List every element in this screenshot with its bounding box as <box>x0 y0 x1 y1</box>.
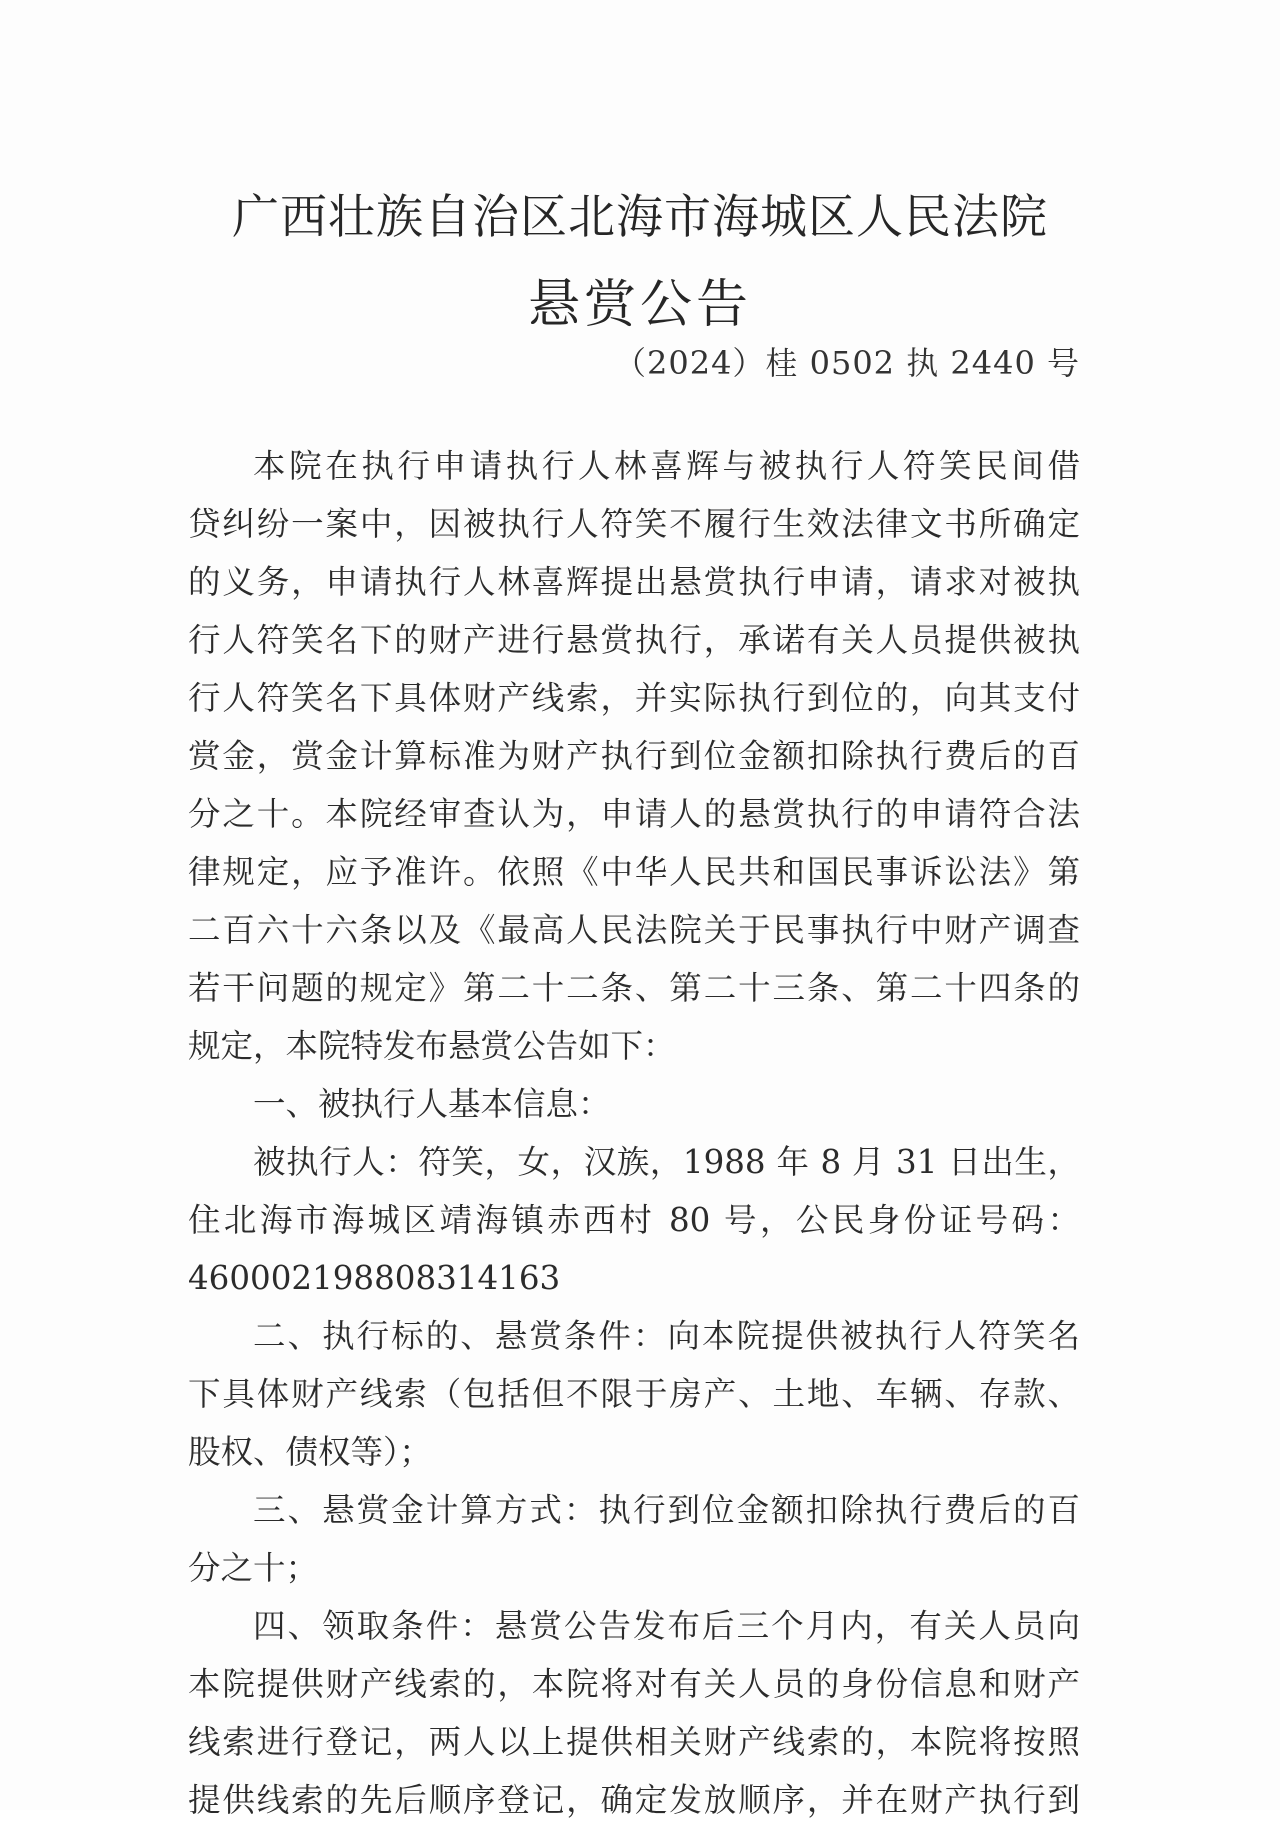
body-line: 一、被执行人基本信息： <box>253 1085 611 1123</box>
body-line: 分之十； <box>188 1549 319 1587</box>
body-line: 若干问题的规定》第二十二条、第二十三条、第二十四条的 <box>188 969 1080 1007</box>
body-line: 二、执行标的、悬赏条件：向本院提供被执行人符笑名 <box>253 1317 1080 1355</box>
body-line: 线索进行登记，两人以上提供相关财产线索的，本院将按照 <box>188 1723 1080 1761</box>
body-line: 股权、债权等）； <box>188 1433 432 1471</box>
body-line: 行人符笑名下的财产进行悬赏执行，承诺有关人员提供被执 <box>188 621 1080 659</box>
court-name-title: 广西壮族自治区北海市海城区人民法院 <box>232 190 1048 245</box>
body-line: 行人符笑名下具体财产线索，并实际执行到位的，向其支付 <box>188 679 1080 717</box>
body-line: 本院在执行申请执行人林喜辉与被执行人符笑民间借 <box>253 447 1080 485</box>
body-line: 分之十。本院经审查认为，申请人的悬赏执行的申请符合法 <box>188 795 1080 833</box>
body-line: 下具体财产线索（包括但不限于房产、土地、车辆、存款、 <box>188 1375 1080 1413</box>
body-line: 二百六十六条以及《最高人民法院关于民事执行中财产调查 <box>188 911 1080 949</box>
body-line: 的义务，申请执行人林喜辉提出悬赏执行申请，请求对被执 <box>188 563 1080 601</box>
body-line: 本院提供财产线索的，本院将对有关人员的身份信息和财产 <box>188 1665 1080 1703</box>
body-line: 四、领取条件：悬赏公告发布后三个月内，有关人员向 <box>253 1607 1080 1645</box>
notice-title: 悬赏公告 <box>527 275 752 335</box>
body-line: 赏金，赏金计算标准为财产执行到位金额扣除执行费后的百 <box>188 737 1080 775</box>
body-line: 贷纠纷一案中，因被执行人符笑不履行生效法律文书所确定 <box>188 505 1080 543</box>
body-line: 规定，本院特发布悬赏公告如下： <box>188 1027 676 1065</box>
body-line: 律规定，应予准许。依照《中华人民共和国民事诉讼法》第 <box>188 853 1080 891</box>
body-line: 460002198808314163 <box>188 1259 561 1297</box>
body-line: 提供线索的先后顺序登记，确定发放顺序，并在财产执行到 <box>188 1781 1080 1819</box>
case-number: （2024）桂 0502 执 2440 号 <box>613 344 1080 382</box>
body-line: 住北海市海城区靖海镇赤西村 80 号，公民身份证号码： <box>188 1201 1080 1239</box>
body-line: 被执行人：符笑，女，汉族，1988 年 8 月 31 日出生， <box>253 1143 1080 1181</box>
notice-body <box>188 437 1080 1829</box>
body-line: 三、悬赏金计算方式：执行到位金额扣除执行费后的百 <box>253 1491 1080 1529</box>
